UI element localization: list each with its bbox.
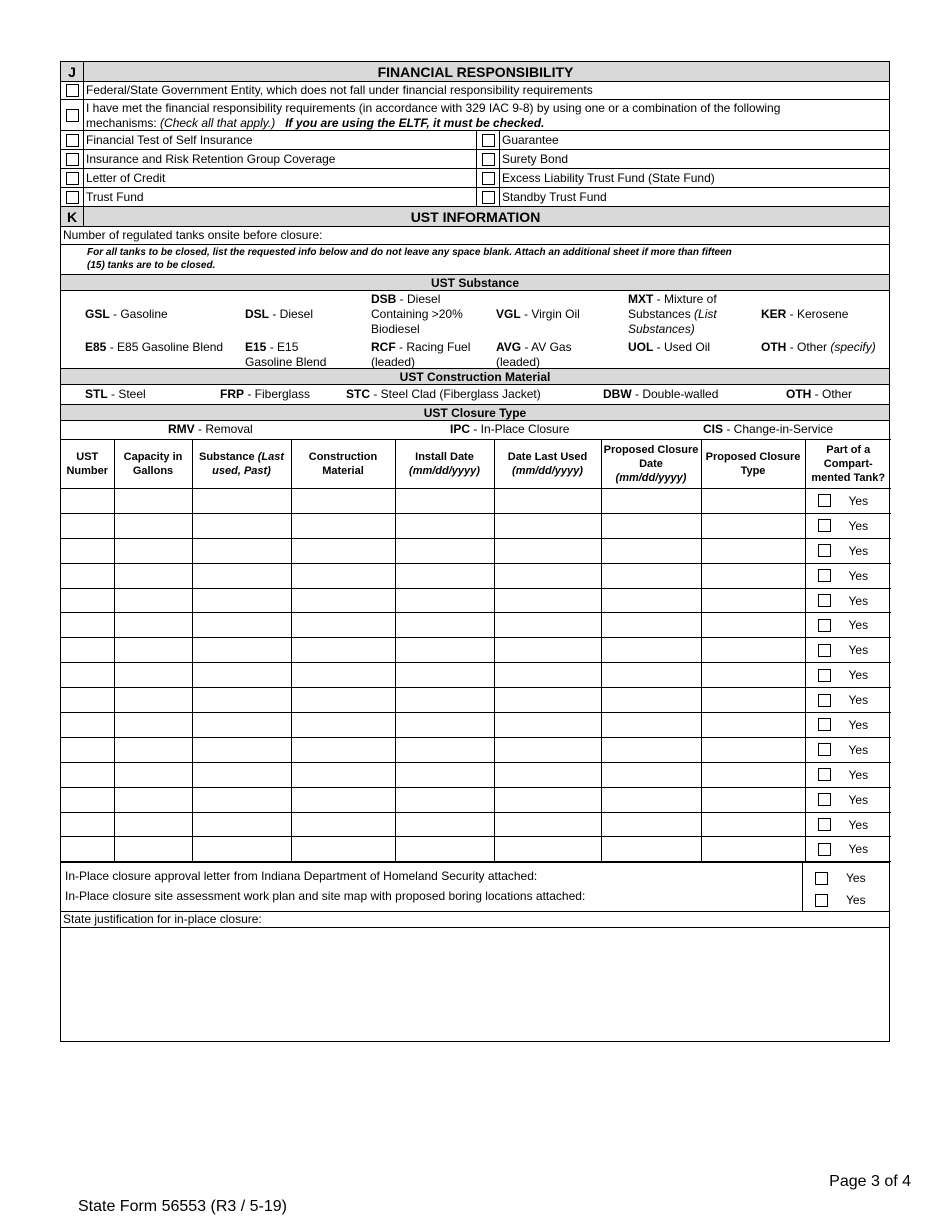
approval-letter-checkbox[interactable] <box>815 872 828 885</box>
last-used-cell[interactable] <box>494 837 601 862</box>
compartment-yes <box>806 494 892 508</box>
last-used-cell[interactable] <box>494 613 601 638</box>
install-date-cell[interactable] <box>395 787 494 812</box>
compartment-checkbox[interactable] <box>818 594 831 607</box>
construction-cell[interactable] <box>291 713 395 738</box>
proposed-type-cell[interactable] <box>701 812 805 837</box>
ust-number-cell[interactable] <box>61 663 114 688</box>
header-compartment: Part of a Compart-mented Tank? <box>805 440 891 489</box>
trust-fund-label: Trust Fund <box>86 189 144 204</box>
proposed-date-cell[interactable] <box>601 688 701 713</box>
compartment-yes <box>806 594 892 608</box>
attachments-labels <box>61 863 803 911</box>
financial-test-checkbox[interactable] <box>66 134 79 147</box>
substance-avg: AVG - AV Gas (leaded) <box>496 340 572 369</box>
substance-cell[interactable] <box>192 513 291 538</box>
proposed-date-cell[interactable] <box>601 737 701 762</box>
compartment-checkbox[interactable] <box>818 743 831 756</box>
proposed-type-cell[interactable] <box>701 638 805 663</box>
construction-cell[interactable] <box>291 489 395 514</box>
compartment-yes <box>806 643 892 657</box>
capacity-cell[interactable] <box>114 762 192 787</box>
compartment-cell <box>805 762 891 787</box>
install-date-cell[interactable] <box>395 588 494 613</box>
construction-dbw: DBW - Double-walled <box>603 387 719 401</box>
substance-cell[interactable] <box>192 688 291 713</box>
substance-cell[interactable] <box>192 489 291 514</box>
ust-number-cell[interactable] <box>61 563 114 588</box>
last-used-cell[interactable] <box>494 489 601 514</box>
financial-test-label: Financial Test of Self Insurance <box>86 132 253 147</box>
proposed-type-cell[interactable] <box>701 663 805 688</box>
closure-cis: CIS - Change-in-Service <box>703 422 834 436</box>
instructions-row <box>61 245 889 275</box>
table-row <box>61 613 891 638</box>
proposed-date-cell[interactable] <box>601 713 701 738</box>
compartment-checkbox[interactable] <box>818 619 831 632</box>
construction-header <box>61 369 889 385</box>
justification-label-row <box>61 912 889 928</box>
substance-header <box>61 275 889 291</box>
met-requirements-checkbox[interactable] <box>66 109 79 122</box>
justification-textarea[interactable] <box>61 928 889 1041</box>
substance-ker: KER - Kerosene <box>761 307 849 321</box>
gov-entity-label: Federal/State Government Entity, which does not fall under financial responsibility requirements <box>86 83 593 97</box>
compartment-cell <box>805 688 891 713</box>
substance-cell[interactable] <box>192 563 291 588</box>
header-proposed-type: Proposed Closure Type <box>701 440 805 489</box>
met-requirements-row <box>61 100 889 131</box>
proposed-date-cell[interactable] <box>601 538 701 563</box>
install-date-cell[interactable] <box>395 513 494 538</box>
site-assessment-yes <box>803 889 889 911</box>
capacity-cell[interactable] <box>114 563 192 588</box>
num-tanks-label: Number of regulated tanks onsite before closure: <box>63 228 323 242</box>
mechanisms-text: mechanisms: <box>86 116 161 130</box>
last-used-cell[interactable] <box>494 538 601 563</box>
table-row <box>61 638 891 663</box>
proposed-type-cell[interactable] <box>701 588 805 613</box>
substance-uol: UOL - Used Oil <box>628 340 711 354</box>
compartment-yes <box>806 793 892 807</box>
ust-number-cell[interactable] <box>61 762 114 787</box>
compartment-yes-label: Yes <box>848 493 869 508</box>
proposed-date-cell[interactable] <box>601 638 701 663</box>
last-used-cell[interactable] <box>494 812 601 837</box>
site-assessment-checkbox[interactable] <box>815 894 828 907</box>
ust-number-cell[interactable] <box>61 713 114 738</box>
ust-number-cell[interactable] <box>61 538 114 563</box>
compartment-yes-label: Yes <box>848 643 869 658</box>
closure-type-legend <box>61 421 889 439</box>
compartment-checkbox[interactable] <box>818 694 831 707</box>
approval-letter-yes <box>803 867 889 889</box>
last-used-cell[interactable] <box>494 688 601 713</box>
install-date-cell[interactable] <box>395 688 494 713</box>
table-row <box>61 538 891 563</box>
compartment-checkbox[interactable] <box>818 818 831 831</box>
proposed-type-cell[interactable] <box>701 837 805 862</box>
section-j-title: FINANCIAL RESPONSIBILITY <box>377 63 574 80</box>
substance-e85: E85 - E85 Gasoline Blend <box>85 340 224 354</box>
section-j-header <box>61 62 889 82</box>
construction-stl: STL - Steel <box>85 387 146 401</box>
compartment-cell <box>805 538 891 563</box>
construction-stc: STC - Steel Clad (Fiberglass Jacket) <box>346 387 541 401</box>
compartment-cell <box>805 613 891 638</box>
compartment-yes-label: Yes <box>848 817 869 832</box>
substance-cell[interactable] <box>192 713 291 738</box>
table-row <box>61 563 891 588</box>
gov-entity-row <box>61 82 889 100</box>
substance-cell[interactable] <box>192 588 291 613</box>
substance-dsb: DSB - Diesel Containing >20% Biodiesel <box>371 292 463 336</box>
insurance-label: Insurance and Risk Retention Group Coverage <box>86 151 336 166</box>
last-used-cell[interactable] <box>494 762 601 787</box>
instructions-line2: (15) tanks are to be closed. <box>87 260 216 271</box>
attachments-checks <box>803 863 889 911</box>
check-all-text: (Check all that apply.) <box>160 116 276 130</box>
substance-legend <box>61 291 889 369</box>
construction-cell[interactable] <box>291 613 395 638</box>
standby-trust-checkbox[interactable] <box>482 191 495 204</box>
capacity-cell[interactable] <box>114 663 192 688</box>
capacity-cell[interactable] <box>114 837 192 862</box>
header-last-used: Date Last Used (mm/dd/yyyy) <box>494 440 601 489</box>
capacity-cell[interactable] <box>114 489 192 514</box>
compartment-cell <box>805 513 891 538</box>
proposed-date-cell[interactable] <box>601 489 701 514</box>
compartment-yes <box>806 842 892 856</box>
last-used-cell[interactable] <box>494 663 601 688</box>
compartment-yes-label: Yes <box>848 742 869 757</box>
compartment-yes <box>806 569 892 583</box>
capacity-cell[interactable] <box>114 538 192 563</box>
capacity-cell[interactable] <box>114 737 192 762</box>
compartment-cell <box>805 737 891 762</box>
eltf-label: Excess Liability Trust Fund (State Fund) <box>502 170 715 185</box>
table-row <box>61 588 891 613</box>
proposed-type-cell[interactable] <box>701 737 805 762</box>
capacity-cell[interactable] <box>114 713 192 738</box>
compartment-yes <box>806 718 892 732</box>
install-date-cell[interactable] <box>395 837 494 862</box>
substance-cell[interactable] <box>192 737 291 762</box>
compartment-cell <box>805 812 891 837</box>
proposed-date-cell[interactable] <box>601 787 701 812</box>
fr-option-row-2 <box>61 150 889 169</box>
compartment-checkbox[interactable] <box>818 544 831 557</box>
header-capacity: Capacity in Gallons <box>114 440 192 489</box>
construction-cell[interactable] <box>291 538 395 563</box>
proposed-type-cell[interactable] <box>701 513 805 538</box>
substance-dsl: DSL - Diesel <box>245 307 314 321</box>
construction-cell[interactable] <box>291 812 395 837</box>
proposed-date-cell[interactable] <box>601 837 701 862</box>
ust-table-header <box>61 440 891 489</box>
proposed-date-cell[interactable] <box>601 613 701 638</box>
compartment-yes-label: Yes <box>848 568 869 583</box>
surety-bond-label: Surety Bond <box>502 151 569 166</box>
table-row <box>61 688 891 713</box>
construction-oth: OTH - Other <box>786 387 853 401</box>
ust-number-cell[interactable] <box>61 737 114 762</box>
compartment-cell <box>805 837 891 862</box>
substance-rcf: RCF - Racing Fuel (leaded) <box>371 340 471 369</box>
num-tanks-row[interactable] <box>61 227 889 245</box>
proposed-type-cell[interactable] <box>701 762 805 787</box>
substance-cell[interactable] <box>192 538 291 563</box>
ust-number-cell[interactable] <box>61 588 114 613</box>
ust-number-cell[interactable] <box>61 489 114 514</box>
gov-entity-checkbox[interactable] <box>66 84 79 97</box>
construction-cell[interactable] <box>291 787 395 812</box>
compartment-yes-label: Yes <box>848 518 869 533</box>
closure-ipc: IPC - In-Place Closure <box>450 422 570 436</box>
proposed-type-cell[interactable] <box>701 613 805 638</box>
install-date-cell[interactable] <box>395 613 494 638</box>
compartment-cell <box>805 563 891 588</box>
proposed-type-cell[interactable] <box>701 787 805 812</box>
capacity-cell[interactable] <box>114 812 192 837</box>
compartment-cell <box>805 588 891 613</box>
table-row <box>61 762 891 787</box>
compartment-yes-label: Yes <box>848 593 869 608</box>
install-date-cell[interactable] <box>395 489 494 514</box>
capacity-cell[interactable] <box>114 513 192 538</box>
compartment-cell <box>805 713 891 738</box>
letter-of-credit-label: Letter of Credit <box>86 170 166 185</box>
proposed-type-cell[interactable] <box>701 489 805 514</box>
compartment-yes <box>806 743 892 757</box>
ust-number-cell[interactable] <box>61 837 114 862</box>
substance-title: UST Substance <box>430 275 520 290</box>
table-row <box>61 787 891 812</box>
section-k-letter: K <box>61 207 84 226</box>
compartment-checkbox[interactable] <box>818 718 831 731</box>
proposed-type-cell[interactable] <box>701 688 805 713</box>
table-row <box>61 663 891 688</box>
substance-oth: OTH - Other (specify) <box>761 340 876 354</box>
section-k-header <box>61 207 889 227</box>
compartment-cell <box>805 663 891 688</box>
substance-cell[interactable] <box>192 762 291 787</box>
instructions-line1: For all tanks to be closed, list the requested info below and do not leave any space blank. Attach an additional sheet if more than fifteen <box>87 247 732 258</box>
compartment-checkbox[interactable] <box>818 793 831 806</box>
last-used-cell[interactable] <box>494 588 601 613</box>
install-date-cell[interactable] <box>395 713 494 738</box>
approval-letter-label: In-Place closure approval letter from Indiana Department of Homeland Security attached: <box>65 869 538 884</box>
justification-label: State justification for in-place closure: <box>63 912 262 927</box>
construction-cell[interactable] <box>291 563 395 588</box>
compartment-cell <box>805 489 891 514</box>
last-used-cell[interactable] <box>494 713 601 738</box>
last-used-cell[interactable] <box>494 787 601 812</box>
header-construction: Construction Material <box>291 440 395 489</box>
guarantee-label: Guarantee <box>502 132 559 147</box>
proposed-type-cell[interactable] <box>701 538 805 563</box>
proposed-date-cell[interactable] <box>601 812 701 837</box>
compartment-checkbox[interactable] <box>818 843 831 856</box>
closure-rmv: RMV - Removal <box>168 422 253 436</box>
compartment-yes <box>806 544 892 558</box>
install-date-cell[interactable] <box>395 812 494 837</box>
substance-cell[interactable] <box>192 787 291 812</box>
compartment-yes-label: Yes <box>848 543 869 558</box>
compartment-cell <box>805 787 891 812</box>
ust-number-cell[interactable] <box>61 513 114 538</box>
compartment-yes-label: Yes <box>848 618 869 633</box>
substance-mxt: MXT - Mixture of Substances (List Substances) <box>628 292 717 336</box>
compartment-yes <box>806 618 892 632</box>
table-row <box>61 837 891 862</box>
compartment-checkbox[interactable] <box>818 519 831 532</box>
fr-option-row-3 <box>61 169 889 188</box>
met-requirements-line2 <box>86 116 780 131</box>
header-ust-number: UST Number <box>61 440 114 489</box>
header-substance: Substance (Last used, Past) <box>192 440 291 489</box>
substance-cell[interactable] <box>192 837 291 862</box>
table-row <box>61 513 891 538</box>
construction-legend <box>61 385 889 405</box>
closure-type-title: UST Closure Type <box>423 405 527 420</box>
capacity-cell[interactable] <box>114 638 192 663</box>
last-used-cell[interactable] <box>494 638 601 663</box>
proposed-date-cell[interactable] <box>601 513 701 538</box>
construction-frp: FRP - Fiberglass <box>220 387 311 401</box>
compartment-yes <box>806 668 892 682</box>
insurance-checkbox[interactable] <box>66 153 79 166</box>
financial-ust-form <box>60 61 890 1042</box>
compartment-yes-label: Yes <box>848 668 869 683</box>
met-requirements-label <box>84 100 782 130</box>
substance-cell[interactable] <box>192 812 291 837</box>
capacity-cell[interactable] <box>114 613 192 638</box>
compartment-yes-label: Yes <box>848 717 869 732</box>
compartment-checkbox[interactable] <box>818 768 831 781</box>
standby-trust-label: Standby Trust Fund <box>502 189 607 204</box>
install-date-cell[interactable] <box>395 762 494 787</box>
substance-vgl: VGL - Virgin Oil <box>496 307 580 321</box>
last-used-cell[interactable] <box>494 513 601 538</box>
capacity-cell[interactable] <box>114 688 192 713</box>
letter-of-credit-checkbox[interactable] <box>66 172 79 185</box>
header-install-date: Install Date (mm/dd/yyyy) <box>395 440 494 489</box>
last-used-cell[interactable] <box>494 563 601 588</box>
construction-cell[interactable] <box>291 663 395 688</box>
substance-cell[interactable] <box>192 613 291 638</box>
proposed-date-cell[interactable] <box>601 588 701 613</box>
construction-cell[interactable] <box>291 638 395 663</box>
table-row <box>61 489 891 514</box>
ust-number-cell[interactable] <box>61 787 114 812</box>
construction-cell[interactable] <box>291 762 395 787</box>
header-proposed-date: Proposed Closure Date (mm/dd/yyyy) <box>601 440 701 489</box>
construction-title: UST Construction Material <box>399 369 551 384</box>
eltf-checkbox[interactable] <box>482 172 495 185</box>
compartment-checkbox[interactable] <box>818 569 831 582</box>
form-number: State Form 56553 (R3 / 5-19) <box>78 1198 287 1215</box>
section-k-title: UST INFORMATION <box>410 208 541 225</box>
compartment-yes-label: Yes <box>848 842 869 857</box>
ust-number-cell[interactable] <box>61 638 114 663</box>
compartment-yes <box>806 693 892 707</box>
site-assessment-label: In-Place closure site assessment work plan and site map with proposed boring locations attached: <box>65 889 586 904</box>
capacity-cell[interactable] <box>114 588 192 613</box>
table-row <box>61 713 891 738</box>
section-j-letter: J <box>61 62 84 81</box>
compartment-checkbox[interactable] <box>818 494 831 507</box>
install-date-cell[interactable] <box>395 737 494 762</box>
substance-cell[interactable] <box>192 663 291 688</box>
ust-table-wrapper <box>61 439 889 863</box>
compartment-yes <box>806 768 892 782</box>
compartment-yes-label: Yes <box>848 767 869 782</box>
construction-cell[interactable] <box>291 688 395 713</box>
construction-cell[interactable] <box>291 588 395 613</box>
ust-number-cell[interactable] <box>61 613 114 638</box>
table-row <box>61 737 891 762</box>
compartment-yes-label: Yes <box>848 792 869 807</box>
proposed-date-cell[interactable] <box>601 663 701 688</box>
capacity-cell[interactable] <box>114 787 192 812</box>
closure-type-header <box>61 405 889 421</box>
met-requirements-line1: I have met the financial responsibility requirements (in accordance with 329 IAC 9-8) by using one or a combination of the following <box>86 101 781 115</box>
proposed-date-cell[interactable] <box>601 762 701 787</box>
last-used-cell[interactable] <box>494 737 601 762</box>
proposed-type-cell[interactable] <box>701 563 805 588</box>
construction-cell[interactable] <box>291 837 395 862</box>
attachments-block <box>61 863 889 912</box>
substance-gsl: GSL - Gasoline <box>85 307 168 321</box>
substance-e15: E15 - E15 Gasoline Blend <box>245 340 327 369</box>
eltf-note: If you are using the ELTF, it must be checked. <box>285 116 545 130</box>
surety-bond-checkbox[interactable] <box>482 153 495 166</box>
install-date-cell[interactable] <box>395 538 494 563</box>
compartment-cell <box>805 638 891 663</box>
ust-number-cell[interactable] <box>61 812 114 837</box>
install-date-cell[interactable] <box>395 563 494 588</box>
instructions-text <box>61 245 732 274</box>
compartment-yes <box>806 519 892 533</box>
construction-cell[interactable] <box>291 737 395 762</box>
approval-letter-yes-label: Yes <box>846 871 866 886</box>
guarantee-checkbox[interactable] <box>482 134 495 147</box>
fr-option-row-4 <box>61 188 889 207</box>
ust-table <box>61 439 891 862</box>
table-row <box>61 812 891 837</box>
proposed-date-cell[interactable] <box>601 563 701 588</box>
ust-number-cell[interactable] <box>61 688 114 713</box>
construction-cell[interactable] <box>291 513 395 538</box>
proposed-type-cell[interactable] <box>701 713 805 738</box>
substance-cell[interactable] <box>192 638 291 663</box>
compartment-yes <box>806 818 892 832</box>
install-date-cell[interactable] <box>395 663 494 688</box>
install-date-cell[interactable] <box>395 638 494 663</box>
compartment-yes-label: Yes <box>848 693 869 708</box>
site-assessment-yes-label: Yes <box>846 893 866 908</box>
compartment-checkbox[interactable] <box>818 669 831 682</box>
trust-fund-checkbox[interactable] <box>66 191 79 204</box>
compartment-checkbox[interactable] <box>818 644 831 657</box>
fr-option-row-1 <box>61 131 889 150</box>
page-number: Page 3 of 4 <box>829 1173 911 1190</box>
